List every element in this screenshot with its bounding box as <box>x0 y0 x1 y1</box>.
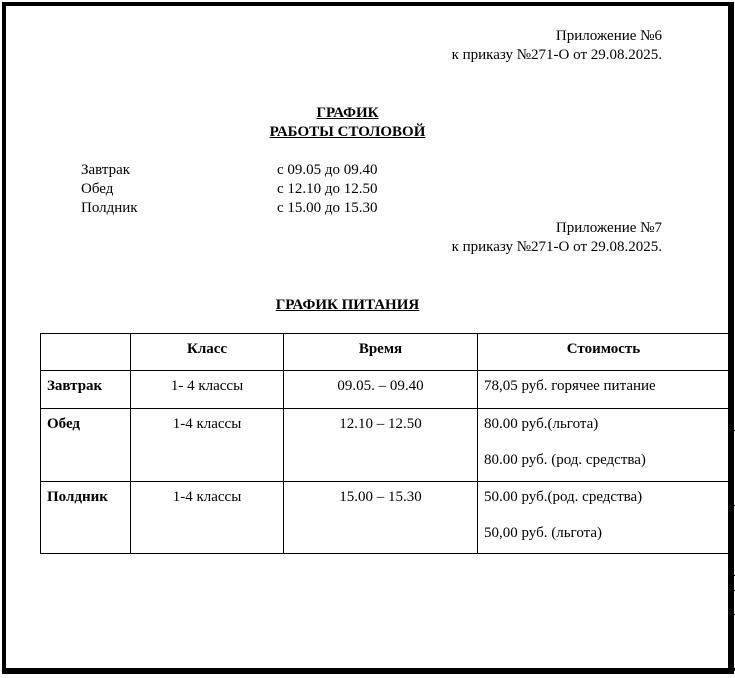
meal-schedule-table <box>40 333 730 554</box>
cost-line: 50,00 руб. (льгота) <box>484 525 603 541</box>
schedule-meal: Обед <box>81 181 114 197</box>
schedule-time: с 09.05 до 09.40 <box>277 162 378 178</box>
header-cell-class: Класс <box>131 334 284 371</box>
time-cell: 09.05. – 09.40 <box>284 371 478 409</box>
canteen-schedule-row <box>81 199 378 218</box>
cost-cell <box>478 409 730 482</box>
schedule-time: с 12.10 до 12.50 <box>277 181 378 197</box>
time-cell: 15.00 – 15.30 <box>284 482 478 554</box>
header-cell-empty <box>41 334 131 371</box>
cost-line: 80.00 руб.(льгота) <box>484 416 599 432</box>
cost-line: 50.00 руб.(род. средства) <box>484 489 643 505</box>
meal-cell: Обед <box>41 409 131 482</box>
page-border-bottom-shadow <box>2 668 735 671</box>
appendix-7-number: Приложение №7 <box>555 220 662 236</box>
canteen-schedule-row <box>81 161 378 180</box>
table-row <box>41 482 730 554</box>
meal-schedule-title: ГРАФИК ПИТАНИЯ <box>275 297 420 313</box>
appendix-6-order: к приказу №271-О от 29.08.2025. <box>451 47 662 63</box>
cost-cell <box>478 482 730 554</box>
canteen-title-line2: РАБОТЫ СТОЛОВОЙ <box>269 124 426 140</box>
schedule-time: с 15.00 до 15.30 <box>277 200 378 216</box>
cost-line: 80.00 руб. (род. средства) <box>484 452 646 468</box>
schedule-meal: Завтрак <box>81 162 131 178</box>
table-row <box>41 409 730 482</box>
meal-cell: Завтрак <box>41 371 131 409</box>
header-cell-time: Время <box>284 334 478 371</box>
appendix-7-header <box>452 219 662 257</box>
schedule-meal: Полдник <box>81 200 138 216</box>
class-cell: 1-4 классы <box>131 409 284 482</box>
time-cell: 12.10 – 12.50 <box>284 409 478 482</box>
canteen-title-line1: ГРАФИК <box>316 105 379 121</box>
class-cell: 1-4 классы <box>131 482 284 554</box>
class-cell: 1- 4 классы <box>131 371 284 409</box>
appendix-7-order: к приказу №271-О от 29.08.2025. <box>451 239 662 255</box>
header-cell-cost: Стоимость <box>478 334 730 371</box>
cost-cell <box>478 371 730 409</box>
appendix-6-number: Приложение №6 <box>555 28 662 44</box>
table-header-row <box>41 334 730 371</box>
table-row <box>41 371 730 409</box>
canteen-schedule-row <box>81 180 378 199</box>
cost-line: 78,05 руб. горячее питание <box>484 378 656 394</box>
meal-cell: Полдник <box>41 482 131 554</box>
appendix-6-header <box>452 27 662 65</box>
canteen-schedule-title <box>0 104 695 142</box>
